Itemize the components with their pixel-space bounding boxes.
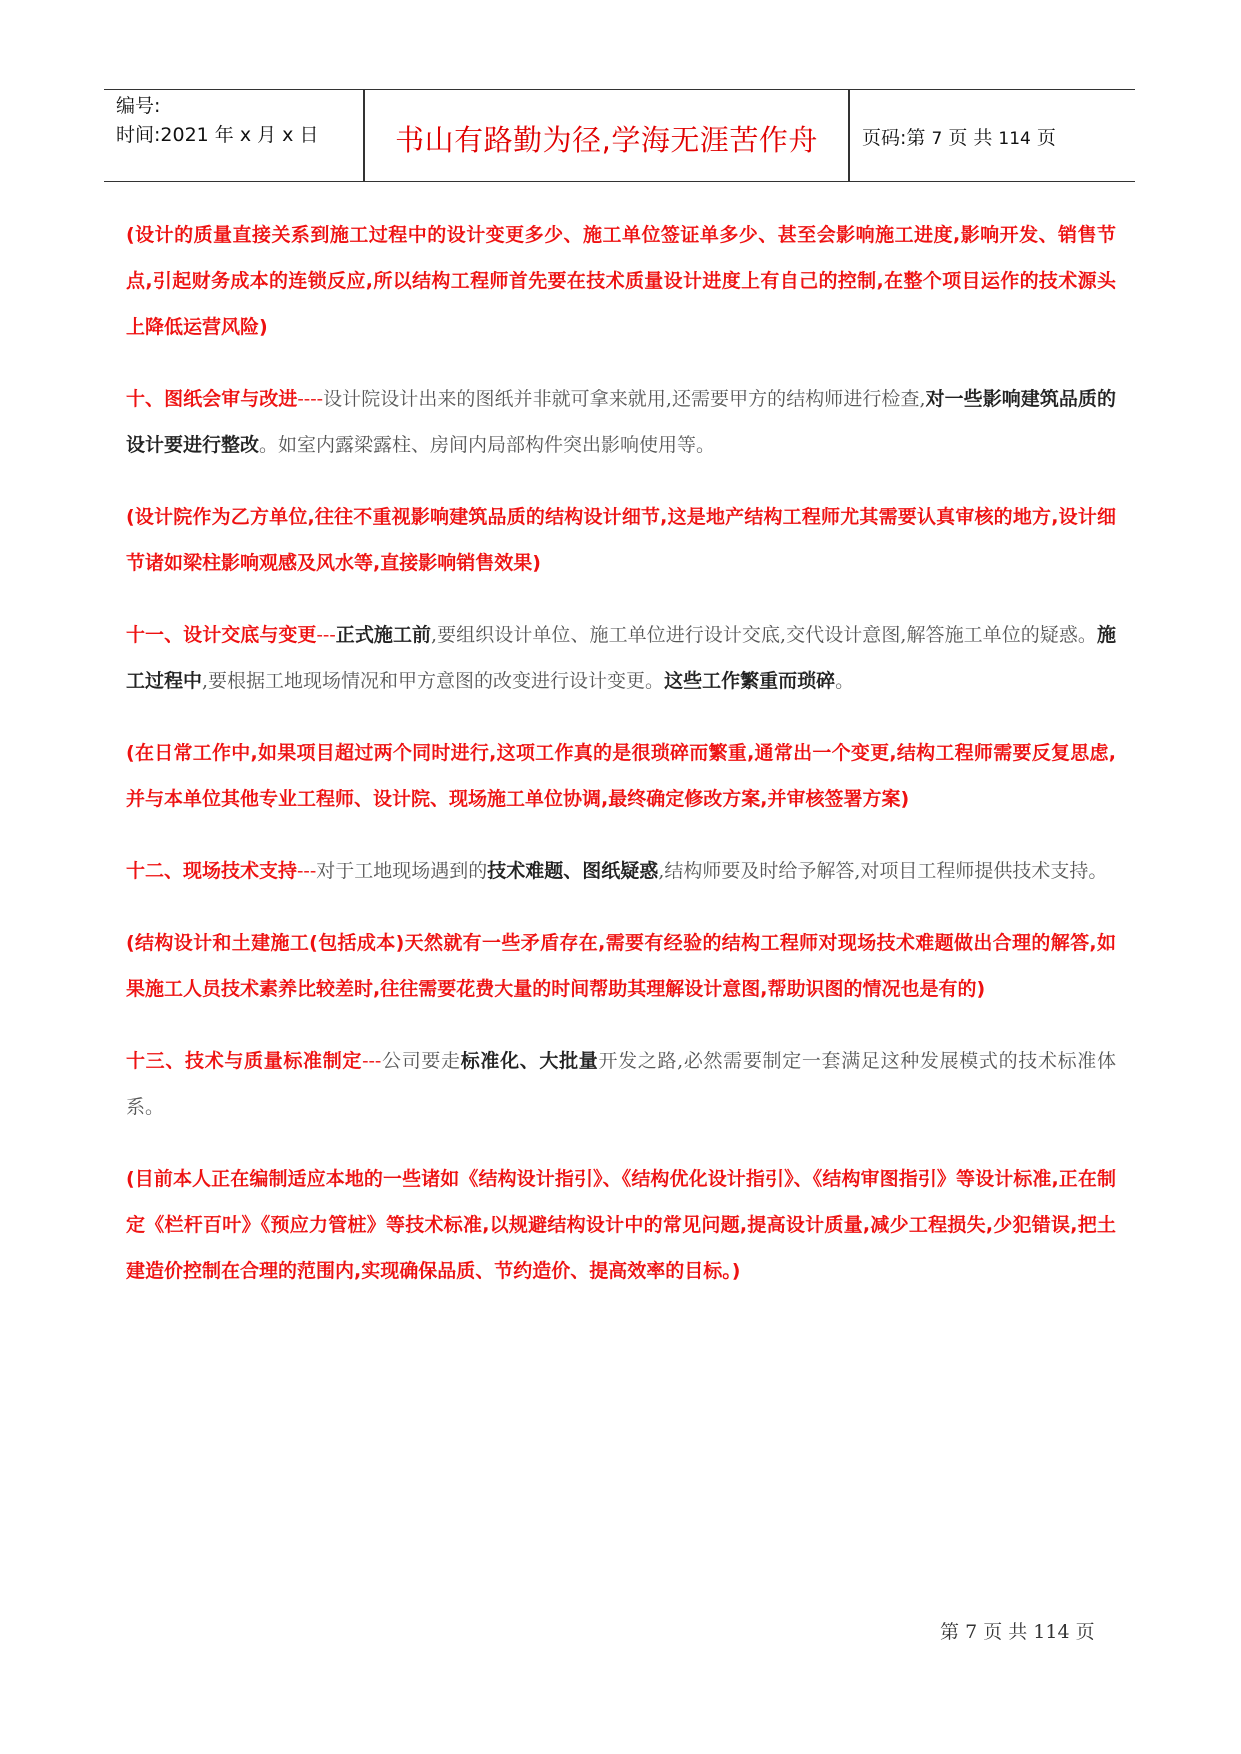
- header-divider: [848, 90, 850, 181]
- footer-prefix: 第: [940, 1621, 960, 1643]
- section-dash: ---: [316, 624, 336, 646]
- page-footer: [940, 1617, 1095, 1644]
- section-paragraph: [126, 1038, 1116, 1130]
- footer-suffix: 页: [1075, 1621, 1095, 1643]
- body-text: ,要根据工地现场情况和甲方意图的改变进行设计变更。: [202, 670, 665, 692]
- emphasis-text: 对一些影响建筑品质的设计要进行整改: [126, 388, 1116, 456]
- body-text: ,结构师要及时给予解答,对项目工程师提供技术支持。: [658, 860, 1108, 882]
- body-text: ,要组织设计单位、施工单位进行设计交底,交代设计意图,解答施工单位的疑惑。: [431, 624, 1097, 646]
- note-paragraph: (在日常工作中,如果项目超过两个同时进行,这项工作真的是很琐碎而繁重,通常出一个变更,结构工程师需要反复思虑,并与本单位其他专业工程师、设计院、现场施工单位协调,最终确定修改方案,并审核签署方案): [126, 742, 1116, 810]
- section-dash: ---: [362, 1050, 382, 1072]
- document-body: [126, 212, 1116, 1320]
- section-paragraph: [126, 612, 1116, 704]
- footer-mid: 页 共: [983, 1621, 1028, 1643]
- body-text: 对于工地现场遇到的: [316, 860, 488, 882]
- footer-page-current: 7: [965, 1621, 978, 1643]
- note-paragraph: (目前本人正在编制适应本地的一些诸如《结构设计指引》、《结构优化设计指引》、《结构审图指引》等设计标准,正在制定《栏杆百叶》《预应力管桩》等技术标准,以规避结构设计中的常见问题,提高设计质量,减少工程损失,少犯错误,把土建造价控制在合理的范围内,实现确保品质、节约造价、提高效率的目标。): [126, 1168, 1116, 1282]
- note-paragraph: (设计院作为乙方单位,往往不重视影响建筑品质的结构设计细节,这是地产结构工程师尤其需要认真审核的地方,设计细节诸如梁柱影响观感及风水等,直接影响销售效果): [126, 506, 1116, 574]
- emphasis-text: 技术难题、图纸疑惑: [487, 860, 659, 882]
- section-heading: 十三、技术与质量标准制定: [126, 1050, 363, 1072]
- header-motto: 书山有路勤为径,学海无涯苦作舟: [395, 123, 818, 157]
- body-text: 公司要走: [381, 1050, 461, 1072]
- page-mid: 页 共: [948, 127, 993, 149]
- section-paragraph: [126, 376, 1116, 468]
- body-text: 设计院设计出来的图纸并非就可拿来就用,还需要甲方的结构师进行检查,: [323, 388, 926, 410]
- section-heading: 十、图纸会审与改进: [126, 388, 298, 410]
- section-heading: 十一、设计交底与变更: [126, 624, 317, 646]
- note-paragraph: (设计的质量直接关系到施工过程中的设计变更多少、施工单位签证单多少、甚至会影响施工进度,影响开发、销售节点,引起财务成本的连锁反应,所以结构工程师首先要在技术质量设计进度上有自己的控制,在整个项目运作的技术源头上降低运营风险): [126, 224, 1116, 338]
- page-total: 114: [998, 129, 1031, 149]
- page-prefix: 页码:第: [862, 127, 926, 149]
- body-text: 。: [835, 670, 855, 692]
- time-label: 时间:2021 年 x 月 x 日: [116, 124, 319, 146]
- emphasis-text: 这些工作繁重而琐碎: [664, 670, 836, 692]
- body-text: 开发之路,必然需要制定一套满足这种发展模式的技术标准体系。: [126, 1050, 1116, 1118]
- page-header: [104, 89, 1135, 182]
- section-dash: ----: [297, 388, 324, 410]
- page-current: 7: [931, 129, 943, 149]
- section-paragraph: [126, 848, 1116, 894]
- emphasis-text: 施工过程中: [126, 624, 1116, 692]
- note-paragraph: (结构设计和土建施工(包括成本)天然就有一些矛盾存在,需要有经验的结构工程师对现场技术难题做出合理的解答,如果施工人员技术素养比较差时,往往需要花费大量的时间帮助其理解设计意图,帮助识图的情况也是有的): [126, 932, 1116, 1000]
- footer-page-total: 114: [1033, 1621, 1070, 1643]
- body-text: 。如室内露梁露柱、房间内局部构件突出影响使用等。: [259, 434, 716, 456]
- emphasis-text: 标准化、大批量: [460, 1050, 599, 1072]
- page-suffix: 页: [1036, 127, 1056, 149]
- header-meta: [116, 92, 318, 150]
- section-dash: ---: [297, 860, 317, 882]
- serial-label: 编号:: [116, 95, 161, 117]
- section-heading: 十二、现场技术支持: [126, 860, 298, 882]
- emphasis-text: 正式施工前: [335, 624, 432, 646]
- header-page-number: [862, 123, 1056, 150]
